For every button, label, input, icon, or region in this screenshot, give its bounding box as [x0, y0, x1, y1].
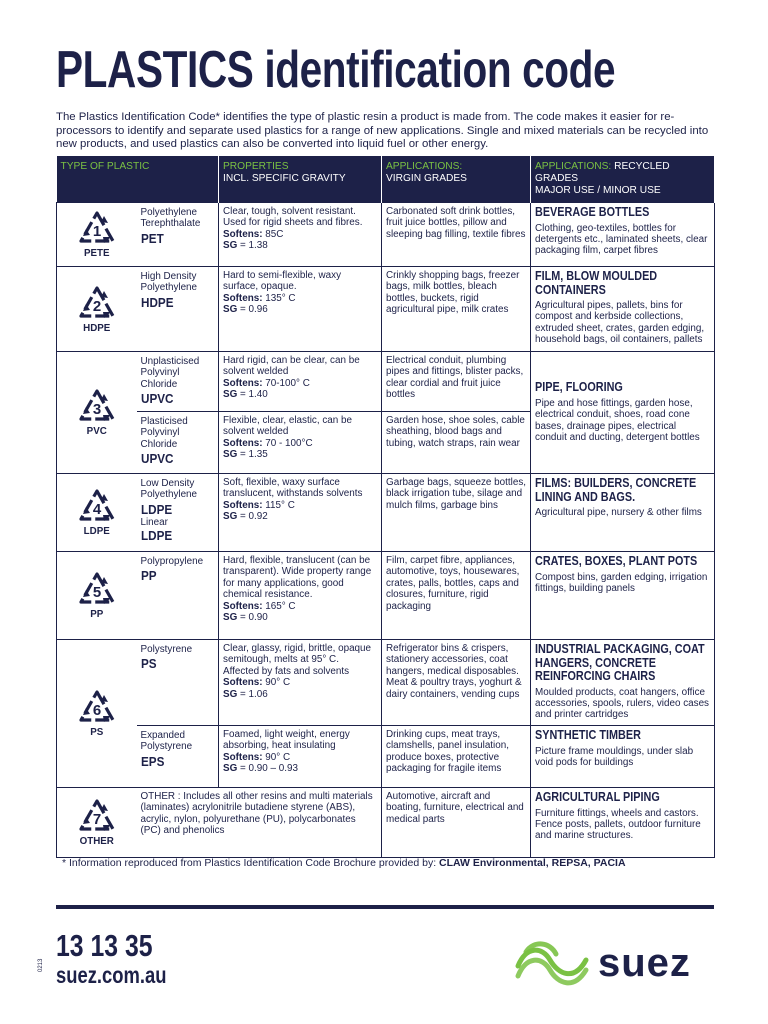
page-title: PLASTICS identification code: [56, 41, 616, 99]
table-header-row: [57, 156, 715, 203]
symbol-label: PVC: [86, 426, 107, 437]
virgin-cell: Garbage bags, squeeze bottles, black irrigation tube, silage and mulch films, garbage bins: [382, 474, 531, 552]
material-code: UPVC: [140, 451, 174, 467]
properties-cell: Foamed, light weight, energy absorbing, heat insulating Softens: 90° C SG = 0.90 – 0.93: [219, 726, 382, 788]
svg-text:7: 7: [92, 811, 101, 828]
material-cell: Unplasticised Polyvinyl Chloride UPVC: [137, 352, 219, 412]
footer-divider: [56, 905, 714, 909]
recycled-cell: PIPE, FLOORING Pipe and hose fittings, garden hose, electrical conduit, shoes, road cone bases, drainage pipes, electrical conduit and ducting, detergent bottles: [531, 352, 715, 474]
print-code: 0213: [38, 958, 44, 972]
virgin-cell: Carbonated soft drink bottles, fruit juice bottles, pillow and sleeping bag filling, textile fibres: [382, 203, 531, 267]
website-link[interactable]: suez.com.au: [56, 962, 167, 988]
virgin-cell: Crinkly shopping bags, freezer bags, milk bottles, bleach bottles, buckets, rigid agricultural pipe, milk crates: [382, 267, 531, 352]
symbol-label: HDPE: [83, 322, 111, 334]
recycle-symbol-cell: [57, 203, 137, 267]
table-row: [57, 474, 715, 552]
virgin-cell: Garden hose, shoe soles, cable sheathing, blood bags and tubing, watch straps, rain wear: [382, 412, 531, 474]
recycled-cell: FILMS: BUILDERS, CONCRETE LINING AND BAGS. Agricultural pipe, nursery & other films: [531, 474, 715, 552]
table-row: [57, 267, 715, 352]
symbol-label: PP: [90, 609, 104, 620]
svg-text:5: 5: [92, 584, 101, 601]
properties-cell: Clear, glassy, rigid, brittle, opaque semitough, melts at 95° C. Affected by fats and solvents Softens: 90° C SG = 1.06: [219, 640, 382, 726]
plastics-code-table: [56, 156, 715, 858]
header-virgin: APPLICATIONS: VIRGIN GRADES: [382, 156, 531, 203]
material-code: PP: [140, 568, 157, 584]
intro-paragraph: The Plastics Identification Code* identifies the type of plastic resin a product is made from. The code makes it easier for re-processors to identify and separate used plastics for a range of new applications. Single and mixed materials can be recycled into new products, and used plastics can also be converted into liquid fuel or other energy.: [56, 111, 709, 151]
material-code: HDPE: [140, 294, 174, 310]
properties-cell: Hard rigid, can be clear, can be solvent welded Softens: 70-100° C SG = 1.40: [219, 352, 382, 412]
brand-wordmark: suez: [598, 941, 691, 985]
material-cell: Polystyrene PS: [137, 640, 219, 726]
table-row: [57, 203, 715, 267]
properties-cell: Hard to semi-flexible, waxy surface, opaque. Softens: 135° C SG = 0.96: [219, 267, 382, 352]
material-cell: Polyethylene Terephthalate PET: [137, 203, 219, 267]
table-row: [57, 788, 715, 858]
recycle-symbol-cell: [57, 352, 137, 474]
material-code: PS: [140, 656, 157, 672]
properties-cell: Hard, flexible, translucent (can be transparent). Wide property range for many applications, good chemical resistance. Softens: 165° C SG = 0.90: [219, 552, 382, 640]
material-cell: Expanded Polystyrene EPS: [137, 726, 219, 788]
recycle-triangle-icon: [77, 798, 117, 834]
table-row: [57, 726, 715, 788]
recycle-symbol-cell: [57, 788, 137, 858]
recycle-triangle-icon: [77, 571, 117, 607]
svg-text:6: 6: [92, 702, 101, 719]
properties-cell: Soft, flexible, waxy surface translucent, withstands solvents Softens: 115° C SG = 0.92: [219, 474, 382, 552]
recycled-cell: BEVERAGE BOTTLES Clothing, geo-textiles, bottles for detergents etc., laminated sheets, clear packaging film, carpet fibres: [531, 203, 715, 267]
symbol-label: PS: [90, 727, 104, 738]
table-row: [57, 352, 715, 412]
recycled-cell: CRATES, BOXES, PLANT POTS Compost bins, garden edging, irrigation fittings, building panels: [531, 552, 715, 640]
svg-text:3: 3: [92, 401, 101, 418]
properties-cell: Clear, tough, solvent resistant. Used for rigid sheets and fibres. Softens: 85C SG = 1.38: [219, 203, 382, 267]
material-cell: High Density Polyethylene HDPE: [137, 267, 219, 352]
virgin-cell: Drinking cups, meat trays, clamshells, panel insulation, produce boxes, protective packaging for fragile items: [382, 726, 531, 788]
svg-text:1: 1: [92, 223, 101, 240]
header-recycled: APPLICATIONS: RECYCLED GRADES MAJOR USE / MINOR USE: [531, 156, 715, 203]
material-cell: Polypropylene PP: [137, 552, 219, 640]
recycle-triangle-icon: [77, 388, 117, 424]
recycle-symbol-cell: [57, 267, 137, 352]
header-type: TYPE OF PLASTIC: [57, 156, 219, 203]
virgin-cell: Refrigerator bins & crispers, stationery accessories, coat hangers, medical disposables. Meat & poultry trays, yoghurt & dairy containers, vending cups: [382, 640, 531, 726]
phone-number: 13 13 35: [56, 928, 153, 963]
recycle-triangle-icon: [77, 285, 117, 321]
material-code: EPS: [140, 753, 164, 769]
table-row: [57, 552, 715, 640]
recycled-cell: SYNTHETIC TIMBER Picture frame mouldings, under slab void pods for buildings: [531, 726, 715, 788]
svg-text:4: 4: [92, 501, 101, 518]
header-properties: PROPERTIES INCL. SPECIFIC GRAVITY: [219, 156, 382, 203]
table-row: [57, 640, 715, 726]
recycle-symbol-cell: [57, 552, 137, 640]
recycled-cell: INDUSTRIAL PACKAGING, COAT HANGERS, CONCRETE REINFORCING CHAIRS Moulded products, coat hangers, office accessories, spools, rulers, video cases and printer cartridges: [531, 640, 715, 726]
material-cell: Plasticised Polyvinyl Chloride UPVC: [137, 412, 219, 474]
recycle-triangle-icon: [77, 210, 117, 246]
virgin-cell: Film, carpet fibre, appliances, automotive, toys, housewares, crates, palls, bottles, caps and closures, furniture, rigid packaging: [382, 552, 531, 640]
material-code: LDPE: [140, 501, 172, 517]
material-code: LDPE: [140, 528, 172, 544]
virgin-cell: Automotive, aircraft and boating, furniture, electrical and medical parts: [382, 788, 531, 858]
material-code: UPVC: [140, 391, 174, 407]
virgin-cell: Electrical conduit, plumbing pipes and fittings, blister packs, clear cordial and fruit juice bottles: [382, 352, 531, 412]
footnote: * Information reproduced from Plastics Identification Code Brochure provided by: CLAW Environmental, REPSA, PACIA: [62, 857, 626, 869]
recycle-symbol-cell: [57, 474, 137, 552]
properties-cell: Flexible, clear, elastic, can be solvent welded Softens: 70 - 100°C SG = 1.35: [219, 412, 382, 474]
svg-text:2: 2: [92, 297, 101, 315]
properties-cell: OTHER : Includes all other resins and multi materials (laminates) acrylonitrile butadiene styrene (ABS), acrylic, nylon, polyurethane (PU), polycarbonates (PC) and phenolics: [137, 788, 382, 858]
recycle-triangle-icon: [77, 689, 117, 725]
recycle-symbol-cell: [57, 640, 137, 788]
material-code: PET: [140, 230, 164, 246]
symbol-label: LDPE: [83, 526, 110, 537]
symbol-label: OTHER: [79, 836, 114, 847]
material-cell: Low Density Polyethylene LDPE Linear LDPE: [137, 474, 219, 552]
footnote-sources: CLAW Environmental, REPSA, PACIA: [439, 857, 626, 869]
recycled-cell: FILM, BLOW MOULDED CONTAINERS Agricultural pipes, pallets, bins for compost and kerbside collections, extruded sheet, crates, garden edging, household bags, oil containers, pallets: [531, 267, 715, 352]
recycled-cell: AGRICULTURAL PIPING Furniture fittings, wheels and castors. Fence posts, pallets, outdoor furniture and marine structures.: [531, 788, 715, 858]
symbol-label: PETE: [83, 248, 110, 259]
recycle-triangle-icon: [77, 488, 117, 524]
